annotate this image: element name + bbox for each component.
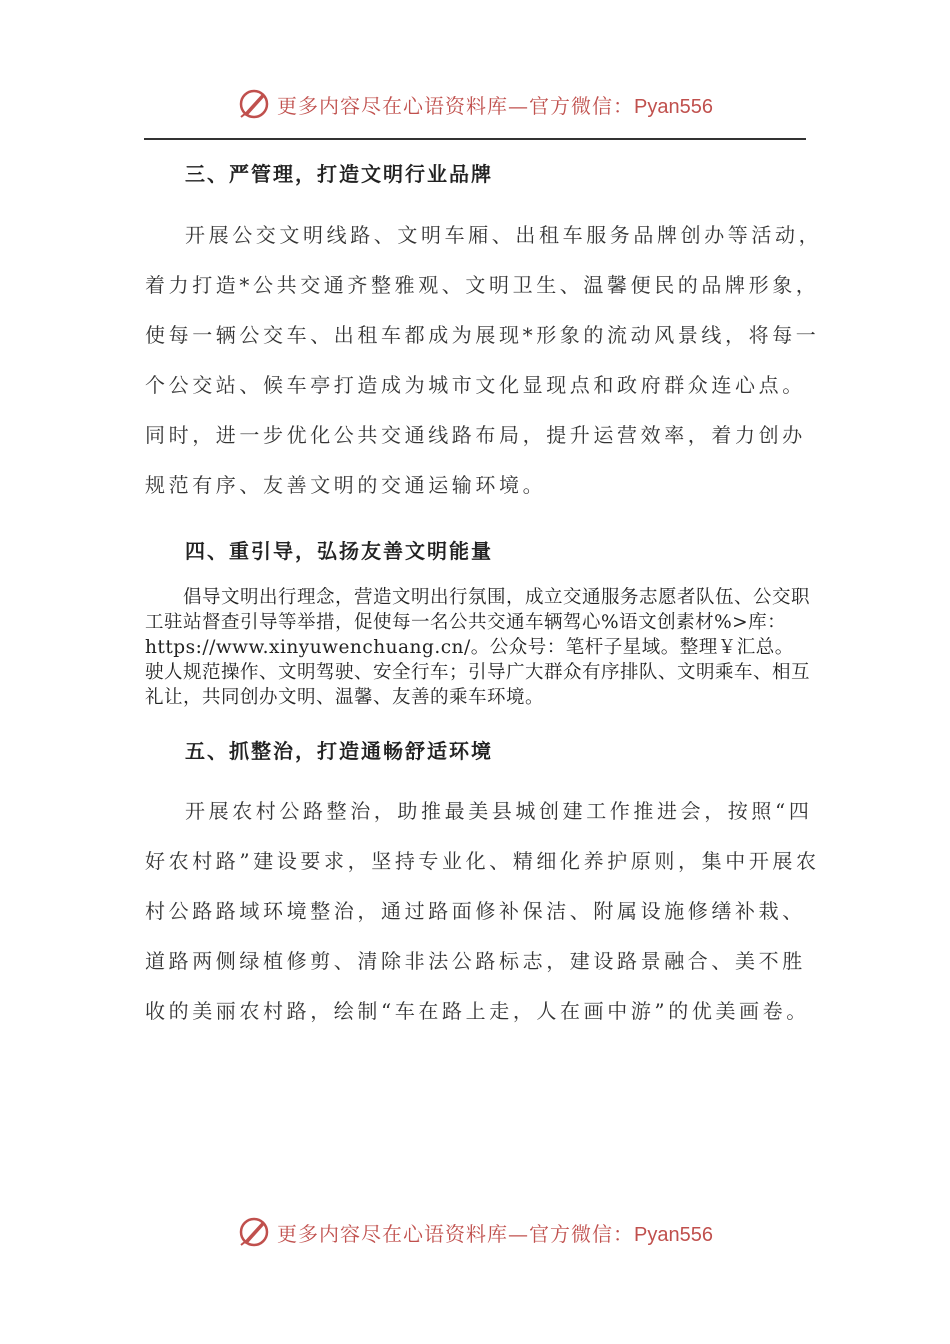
section-heading-4: 四、重引导，弘扬友善文明能量 [185, 539, 493, 563]
footer-banner [0, 1212, 950, 1252]
banner-wechat-label: 官方微信： [529, 93, 635, 118]
section-body-4: 倡导文明出行理念，营造文明出行氛围，成立交通服务志愿者队伍、公交职工驻站督查引导等举措，促使每一名公共交通车辆驾心%语文创素材%>库：https://www.xinyuwenchuang.cn/。公众号：笔杆子星域。整理￥汇总。驶人规范操作、文明驾驶、安全行车；引导广大群众有序排队、文明乘车、相互礼让，共同创办文明、温馨、友善的乘车环境。 [145, 587, 811, 708]
section-body-3: 开展公交文明线路、文明车厢、出租车服务品牌创办等活动，着力打造*公共交通齐整雅观、文明卫生、温馨便民的品牌形象，使每一辆公交车、出租车都成为展现*形象的流动风景线，将每一个公交站、候车亭打造成为城市文化显现点和政府群众连心点。同时，进一步优化公共交通线路布局，提升运营效率，着力创办规范有序、友善文明的交通运输环境。 [145, 223, 823, 497]
section-heading-3: 三、严管理，打造文明行业品牌 [185, 162, 493, 186]
quill-logo-icon [237, 1215, 271, 1249]
section-body-5: 开展农村公路整治，助推最美县城创建工作推进会，按照“四好农村路”建设要求，坚持专业化、精细化养护原则，集中开展农村公路路域环境整治，通过路面修补保洁、附属设施修缮补栽、道路两侧绿植修剪、清除非法公路标志，建设路景融合、美不胜收的美丽农村路，绘制“车在路上走，人在画中游”的优美画卷。 [145, 799, 820, 1023]
quill-logo-icon [237, 87, 271, 121]
section-heading-5: 五、抓整治，打造通畅舒适环境 [185, 739, 493, 763]
banner-title: 更多内容尽在心语资料库 [277, 93, 509, 118]
banner-text [277, 1218, 713, 1247]
banner-separator: — [508, 93, 530, 118]
banner-text [277, 90, 713, 119]
banner-title: 更多内容尽在心语资料库 [277, 1221, 509, 1246]
header-banner [0, 84, 950, 124]
banner-wechat-label: 官方微信： [529, 1221, 635, 1246]
banner-separator: — [508, 1221, 530, 1246]
banner-wechat-id: Pyan556 [634, 95, 713, 118]
header-divider [144, 138, 806, 140]
banner-wechat-id: Pyan556 [634, 1223, 713, 1246]
